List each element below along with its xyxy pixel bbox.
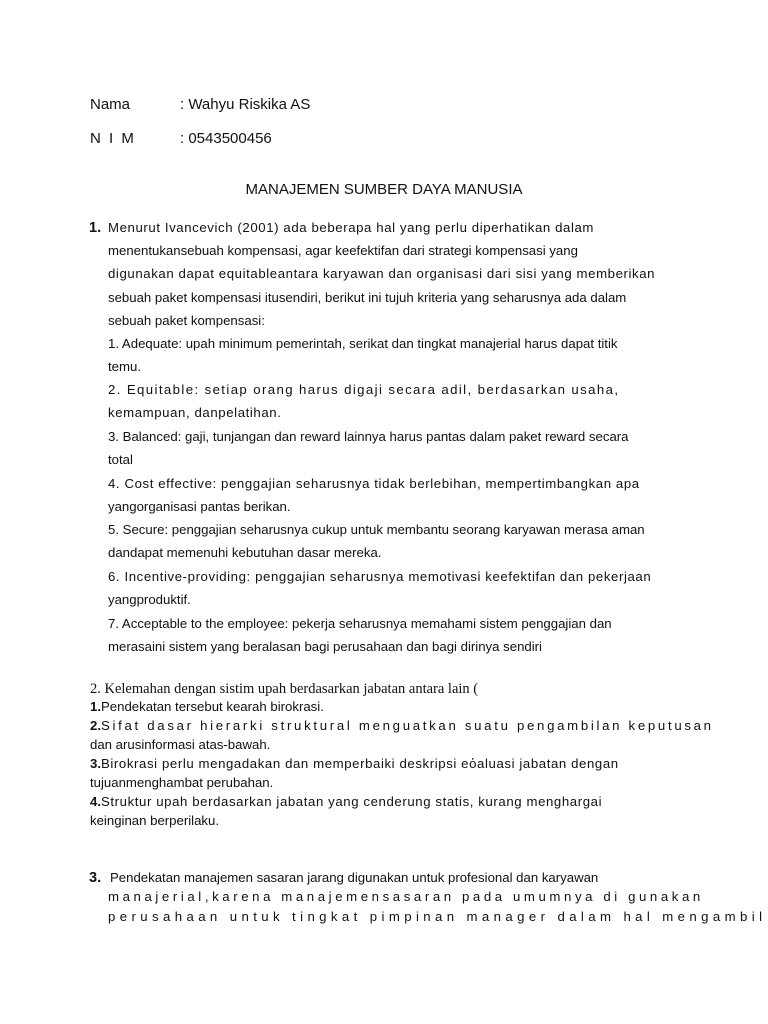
section1-line: 4. Cost effective: penggajian seharusnya tidak berlebihan, mempertimbangkan apa [108, 476, 640, 491]
section2-item [90, 793, 602, 811]
section2-item-text: Struktur upah berdasarkan jabatan yang cenderung statis, kurang menghargai [101, 794, 603, 809]
section1-line: yangproduktif. [108, 592, 191, 607]
section2-item-text: keinginan berperilaku. [90, 813, 220, 828]
section2-item-text: Birokrasi perlu mengadakan dan memperbaiki deskripsi eὁaluasi jabatan dengan [101, 756, 619, 771]
section1-line: menentukansebuah kompensasi, agar keefektifan dari strategi kompensasi yang [108, 243, 578, 258]
section1-line: sebuah paket kompensasi: [108, 313, 265, 328]
section3-number: 3. [89, 870, 102, 886]
section2-item-text: tujuanmenghambat perubahan. [90, 775, 274, 790]
section3-line: perusahaan untuk tingkat pimpinan manager dalam hal mengambil [108, 909, 767, 924]
section2-item-number: 3. [90, 756, 101, 771]
section2-item [90, 717, 714, 735]
section1-line: 1. Adequate: upah minimum pemerintah, serikat dan tingkat manajerial harus dapat titik [108, 336, 618, 351]
section1-line: digunakan dapat equitableantara karyawan dan organisasi dari sisi yang memberikan [108, 266, 656, 281]
section1-line: total [108, 452, 133, 467]
section1-line: dandapat memenuhi kebutuhan dasar mereka. [108, 545, 382, 560]
page-title: MANAJEMEN SUMBER DAYA MANUSIA [245, 181, 523, 198]
section1-line: temu. [108, 359, 141, 374]
section3-line: manajerial,karena manajemensasaran pada umumnya di gunakan [108, 889, 704, 904]
section3-line: Pendekatan manajemen sasaran jarang digunakan untuk profesional dan karyawan [110, 870, 599, 885]
section1-line: kemampuan, danpelatihan. [108, 405, 282, 420]
section2-item-text: dan arusinformasi atas-bawah. [90, 737, 271, 752]
section2-item [90, 774, 273, 792]
section2-item [90, 736, 270, 754]
section1-line: sebuah paket kompensasi itusendiri, berikut ini tujuh kriteria yang seharusnya ada dalam [108, 290, 627, 305]
section1-line: merasaini sistem yang beralasan bagi perusahaan dan bagi dirinya sendiri [108, 639, 542, 654]
section2-intro: 2. Kelemahan dengan sistim upah berdasarkan jabatan antara lain ( [90, 681, 479, 697]
section2-item-number: 4. [90, 794, 101, 809]
section1-line: 6. Incentive-providing: penggajian seharusnya memotivasi keefektifan dan pekerjaan [108, 569, 652, 584]
nim-value: : 0543500456 [180, 130, 272, 147]
section2-item-text: Sifat dasar hierarki struktural menguatkan suatu pengambilan keputusan [101, 718, 714, 733]
section1-line: 7. Acceptable to the employee: pekerja seharusnya memahami sistem penggajian dan [108, 616, 612, 631]
section2-item [90, 755, 619, 773]
name-value: : Wahyu Riskika AS [180, 96, 311, 113]
section2-item-text: Pendekatan tersebut kearah birokrasi. [101, 699, 324, 714]
section2-item-number: 1. [90, 699, 101, 714]
section2-item-number: 2. [90, 718, 101, 733]
section1-line: 5. Secure: penggajian seharusnya cukup untuk membantu seorang karyawan merasa aman [108, 522, 645, 537]
section1-number: 1. [89, 220, 102, 236]
section1-line: Menurut Ivancevich (2001) ada beberapa hal yang perlu diperhatikan dalam [108, 220, 594, 235]
section1-line: 3. Balanced: gaji, tunjangan dan reward lainnya harus pantas dalam paket reward secara [108, 429, 629, 444]
nim-label: N I M [90, 130, 136, 147]
section2-item [90, 698, 324, 716]
name-label: Nama [90, 96, 131, 113]
section2-item [90, 812, 219, 830]
section1-line: yangorganisasi pantas berikan. [108, 499, 291, 514]
section1-line: 2. Equitable: setiap orang harus digaji secara adil, berdasarkan usaha, [108, 382, 620, 397]
